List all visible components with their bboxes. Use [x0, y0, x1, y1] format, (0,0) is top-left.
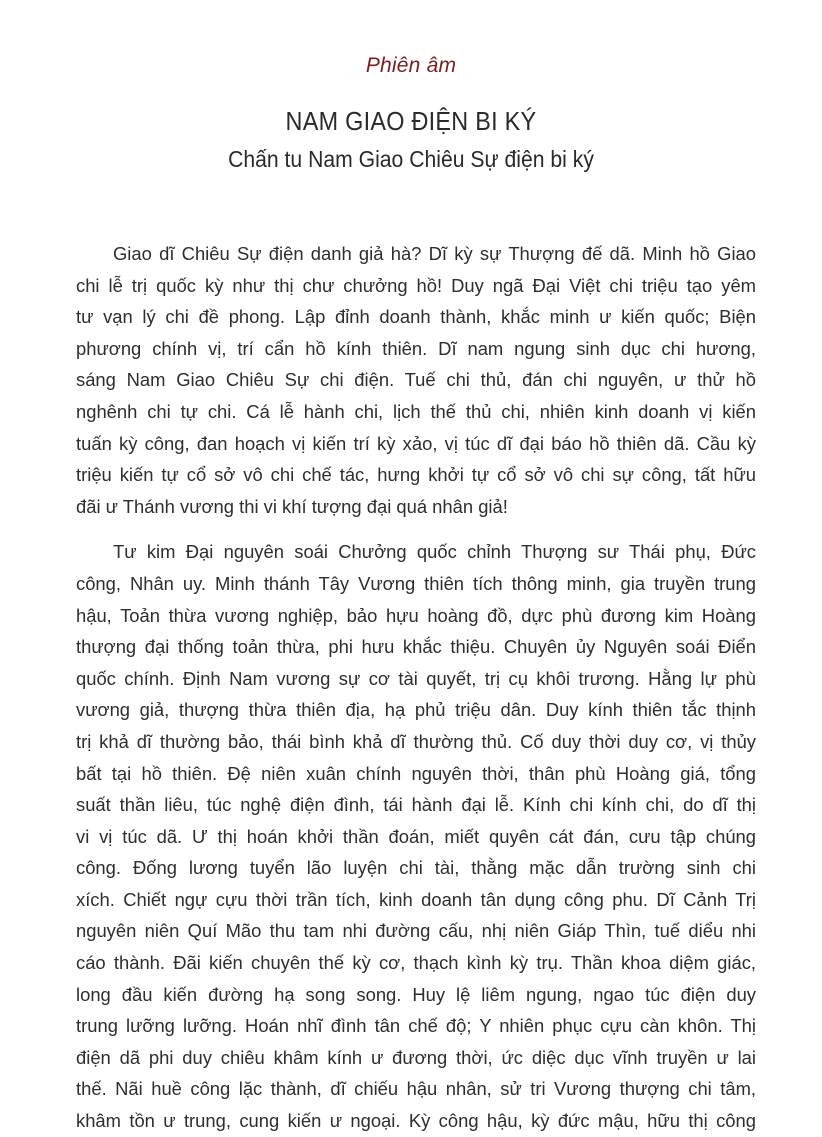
text-line: tư vạn lý chi đề phong. Lập đỉnh doanh thành, khắc minh ư kiến quốc; Biện: [76, 306, 756, 328]
text-line: hậu, Toản thừa vương nghiệp, bảo hựu hoàng đồ, dực phù đương kim Hoàng: [76, 604, 756, 626]
text-line: nguyên niên Quí Mão thu tam nhi đường cấu, nhị niên Giáp Thìn, tuế diểu nhi: [76, 920, 756, 942]
document-body: [76, 238, 756, 1137]
text-line: chi lễ trị quốc kỳ như thị chư chưởng hồ! Duy ngã Đại Việt chi triệu tạo yêm: [76, 274, 756, 296]
text-line: công, Nhân uy. Minh thánh Tây Vương thiên tích thông minh, gia truyền trung: [76, 572, 756, 594]
text-line: công. Đống lương tuyển lão luyện chi tài, thằng mặc dẫn trường sinh chi: [76, 857, 756, 879]
paragraph-1: [76, 238, 756, 522]
section-label: Phiên âm: [365, 54, 457, 77]
text-line: trị khả dĩ thường bảo, thái bình khả dĩ thường thủ. Cố duy thời duy cơ, vị thủy: [76, 730, 756, 752]
text-line: suất thần liêu, túc nghệ điện đình, tái hành đại lễ. Kính chi kính chi, do dĩ thị: [76, 794, 756, 816]
paragraph-2: [76, 536, 756, 1136]
text-line: Tư kim Đại nguyên soái Chưởng quốc chỉnh Thượng sư Thái phụ, Đức: [113, 541, 756, 563]
text-line: cáo thành. Đãi kiến chuyên thế kỳ cơ, thạch kình kỳ trụ. Thần khoa diệm giác,: [76, 952, 756, 974]
text-line: khâm tồn ư trung, cung kiến ư ngoại. Kỳ công hậu, kỳ đức mậu, hữu thị công: [76, 1110, 756, 1132]
text-line: đãi ư Thánh vương thi vi khí tượng đại quá nhân giả!: [76, 495, 508, 517]
text-line: vi vị túc dã. Ư thị hoán khởi thần đoán, miết quyên cát đán, cưu tập chúng: [76, 825, 756, 847]
text-line: nghênh chi tự chi. Cá lễ hành chi, lịch thế thủ chi, nhiên kinh doanh vị kiến: [76, 400, 756, 422]
text-line: long đầu kiến đường hạ song song. Huy lệ liêm ngung, ngao túc điện duy: [76, 983, 756, 1005]
text-line: điện dã phi duy chiêu khâm kính ư đương thời, ức diệc dục vĩnh truyền ư lai: [76, 1046, 756, 1068]
text-line: xích. Chiết ngự cựu thời trần tích, kinh doanh tân dụng công phu. Dĩ Cảnh Trị: [76, 888, 756, 910]
text-line: thượng đại thống toản thừa, phi hưu khắc thiệu. Chuyên ủy Nguyên soái Điển: [76, 636, 756, 658]
text-line: thế. Nãi huề công lặc thành, dĩ chiếu hậu nhân, sử tri Vương thượng chi tâm,: [76, 1078, 756, 1100]
text-line: triệu kiến tự cổ sở vô chi chế tác, hưng khởi tự cổ sở vô chi sự công, tất hữu: [76, 464, 756, 486]
text-line: vương giả, thượng thừa thiên địa, hạ phủ triệu dân. Duy kính thiên tắc thịnh: [76, 699, 756, 721]
text-line: phương chính vị, trí cẩn hồ kính thiên. Dĩ nam ngung sinh dục chi hương,: [76, 337, 756, 359]
text-line: bất tại hồ thiên. Đệ niên xuân chính nguyên thời, thân phù Hoàng giá, tổng: [76, 762, 756, 784]
text-line: tuấn kỳ công, đan hoạch vị kiến trí kỳ xảo, vị túc dĩ đại báo hồ thiên dã. Cầu kỳ: [76, 432, 756, 454]
text-line: Giao dĩ Chiêu Sự điện danh giả hà? Dĩ kỳ sự Thượng đế dã. Minh hồ Giao: [113, 243, 756, 264]
text-line: quốc chính. Định Nam vương sự cơ tài quyết, trị cụ khôi trương. Hằng lự phù: [76, 667, 756, 689]
document-subtitle: Chấn tu Nam Giao Chiêu Sự điện bi ký: [228, 146, 594, 172]
text-line: sáng Nam Giao Chiêu Sự chi điện. Tuế chi thủ, đán chi nguyên, ư thử hồ: [76, 369, 756, 391]
document-title: NAM GIAO ĐIỆN BI KÝ: [285, 106, 537, 136]
text-line: trung lưỡng lưỡng. Hoán nhĩ đình tân chế độ; Y nhiên phục cựu càn khôn. Thị: [76, 1015, 756, 1037]
